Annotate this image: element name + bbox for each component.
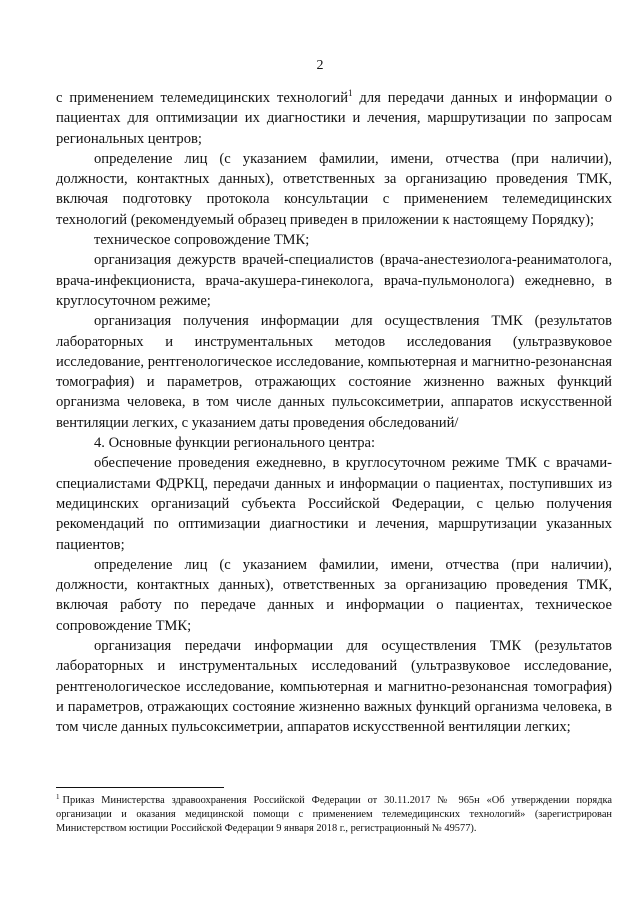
- paragraph: организация дежурств врачей-специалистов (врача-анестезиолога-реаниматолога, врача-инфекциониста, врача-акушера-гинеколога, врача-пульмонолога) ежедневно, в круглосуточном режиме;: [56, 252, 612, 309]
- footnote-reference: 1: [348, 88, 353, 99]
- footnote-divider: [56, 787, 224, 788]
- footnote-text: Приказ Министерства здравоохранения Российской Федерации от 30.11.2017 № 965н «Об утверждении порядка организации и оказания медицинской помощи с применением телемедицинских технологий» (зарегистрирован Министерством юстиции Российской Федерации 9 января 2018 г., регистрационный № 49577).: [56, 795, 612, 834]
- paragraph-text: с применением телемедицинских технологий: [56, 90, 349, 106]
- paragraph: организация передачи информации для осуществления ТМК (результатов лабораторных и инструментальных исследований (ультразвуковое исследование, рентгенологическое исследование, компьютерная и магнитно-резонансная томография) и параметров, отражающих состояние жизненно важных функций организма человека, в том числе данных пульсоксиметрии, аппаратов искусственной вентиляции легких;: [56, 638, 612, 736]
- document-body: [56, 88, 612, 738]
- footnote: [56, 794, 612, 836]
- footnote-mark: 1: [56, 792, 60, 801]
- paragraph: определение лиц (с указанием фамилии, имени, отчества (при наличии), должности, контактных данных), ответственных за организацию проведения ТМК, включая работу по передаче данных и информации о пациентах, техническое сопровождение ТМК;: [56, 556, 612, 634]
- paragraph-continuation: [56, 88, 612, 149]
- section-heading: 4. Основные функции регионального центра:: [94, 435, 376, 452]
- paragraph: организация получения информации для осуществления ТМК (результатов лабораторных и инструментальных методов исследования (ультразвуковое исследование, рентгенологическое исследование, компьютерная и магнитно-резонансная томография) и параметров, отражающих состояние жизненно важных функций организма человека, в том числе данных пульсоксиметрии, аппаратов искусственной вентиляции легких, с указанием даты проведения обследований/: [56, 313, 612, 431]
- paragraph: техническое сопровождение ТМК;: [94, 232, 310, 249]
- paragraph: определение лиц (с указанием фамилии, имени, отчества (при наличии), должности, контактных данных), ответственных за организацию проведения ТМК, включая подготовку протокола консультации с применением телемедицинских технологий (рекомендуемый образец приведен в приложении к настоящему Порядку);: [56, 150, 612, 228]
- paragraph-text: для передачи данных и информации о пациентах для оптимизации их диагностики и лечения, маршрутизации по запросам региональных центров;: [56, 90, 612, 147]
- page-number: 2: [316, 58, 324, 73]
- paragraph: обеспечение проведения ежедневно, в круглосуточном режиме ТМК с врачами-специалистами ФДРКЦ, передачи данных и информации о пациентах, поступивших из медицинских организаций субъекта Российской Федерации, с целью получения рекомендаций по оптимизации диагностики и лечения, маршрутизации указанных пациентов;: [56, 455, 612, 553]
